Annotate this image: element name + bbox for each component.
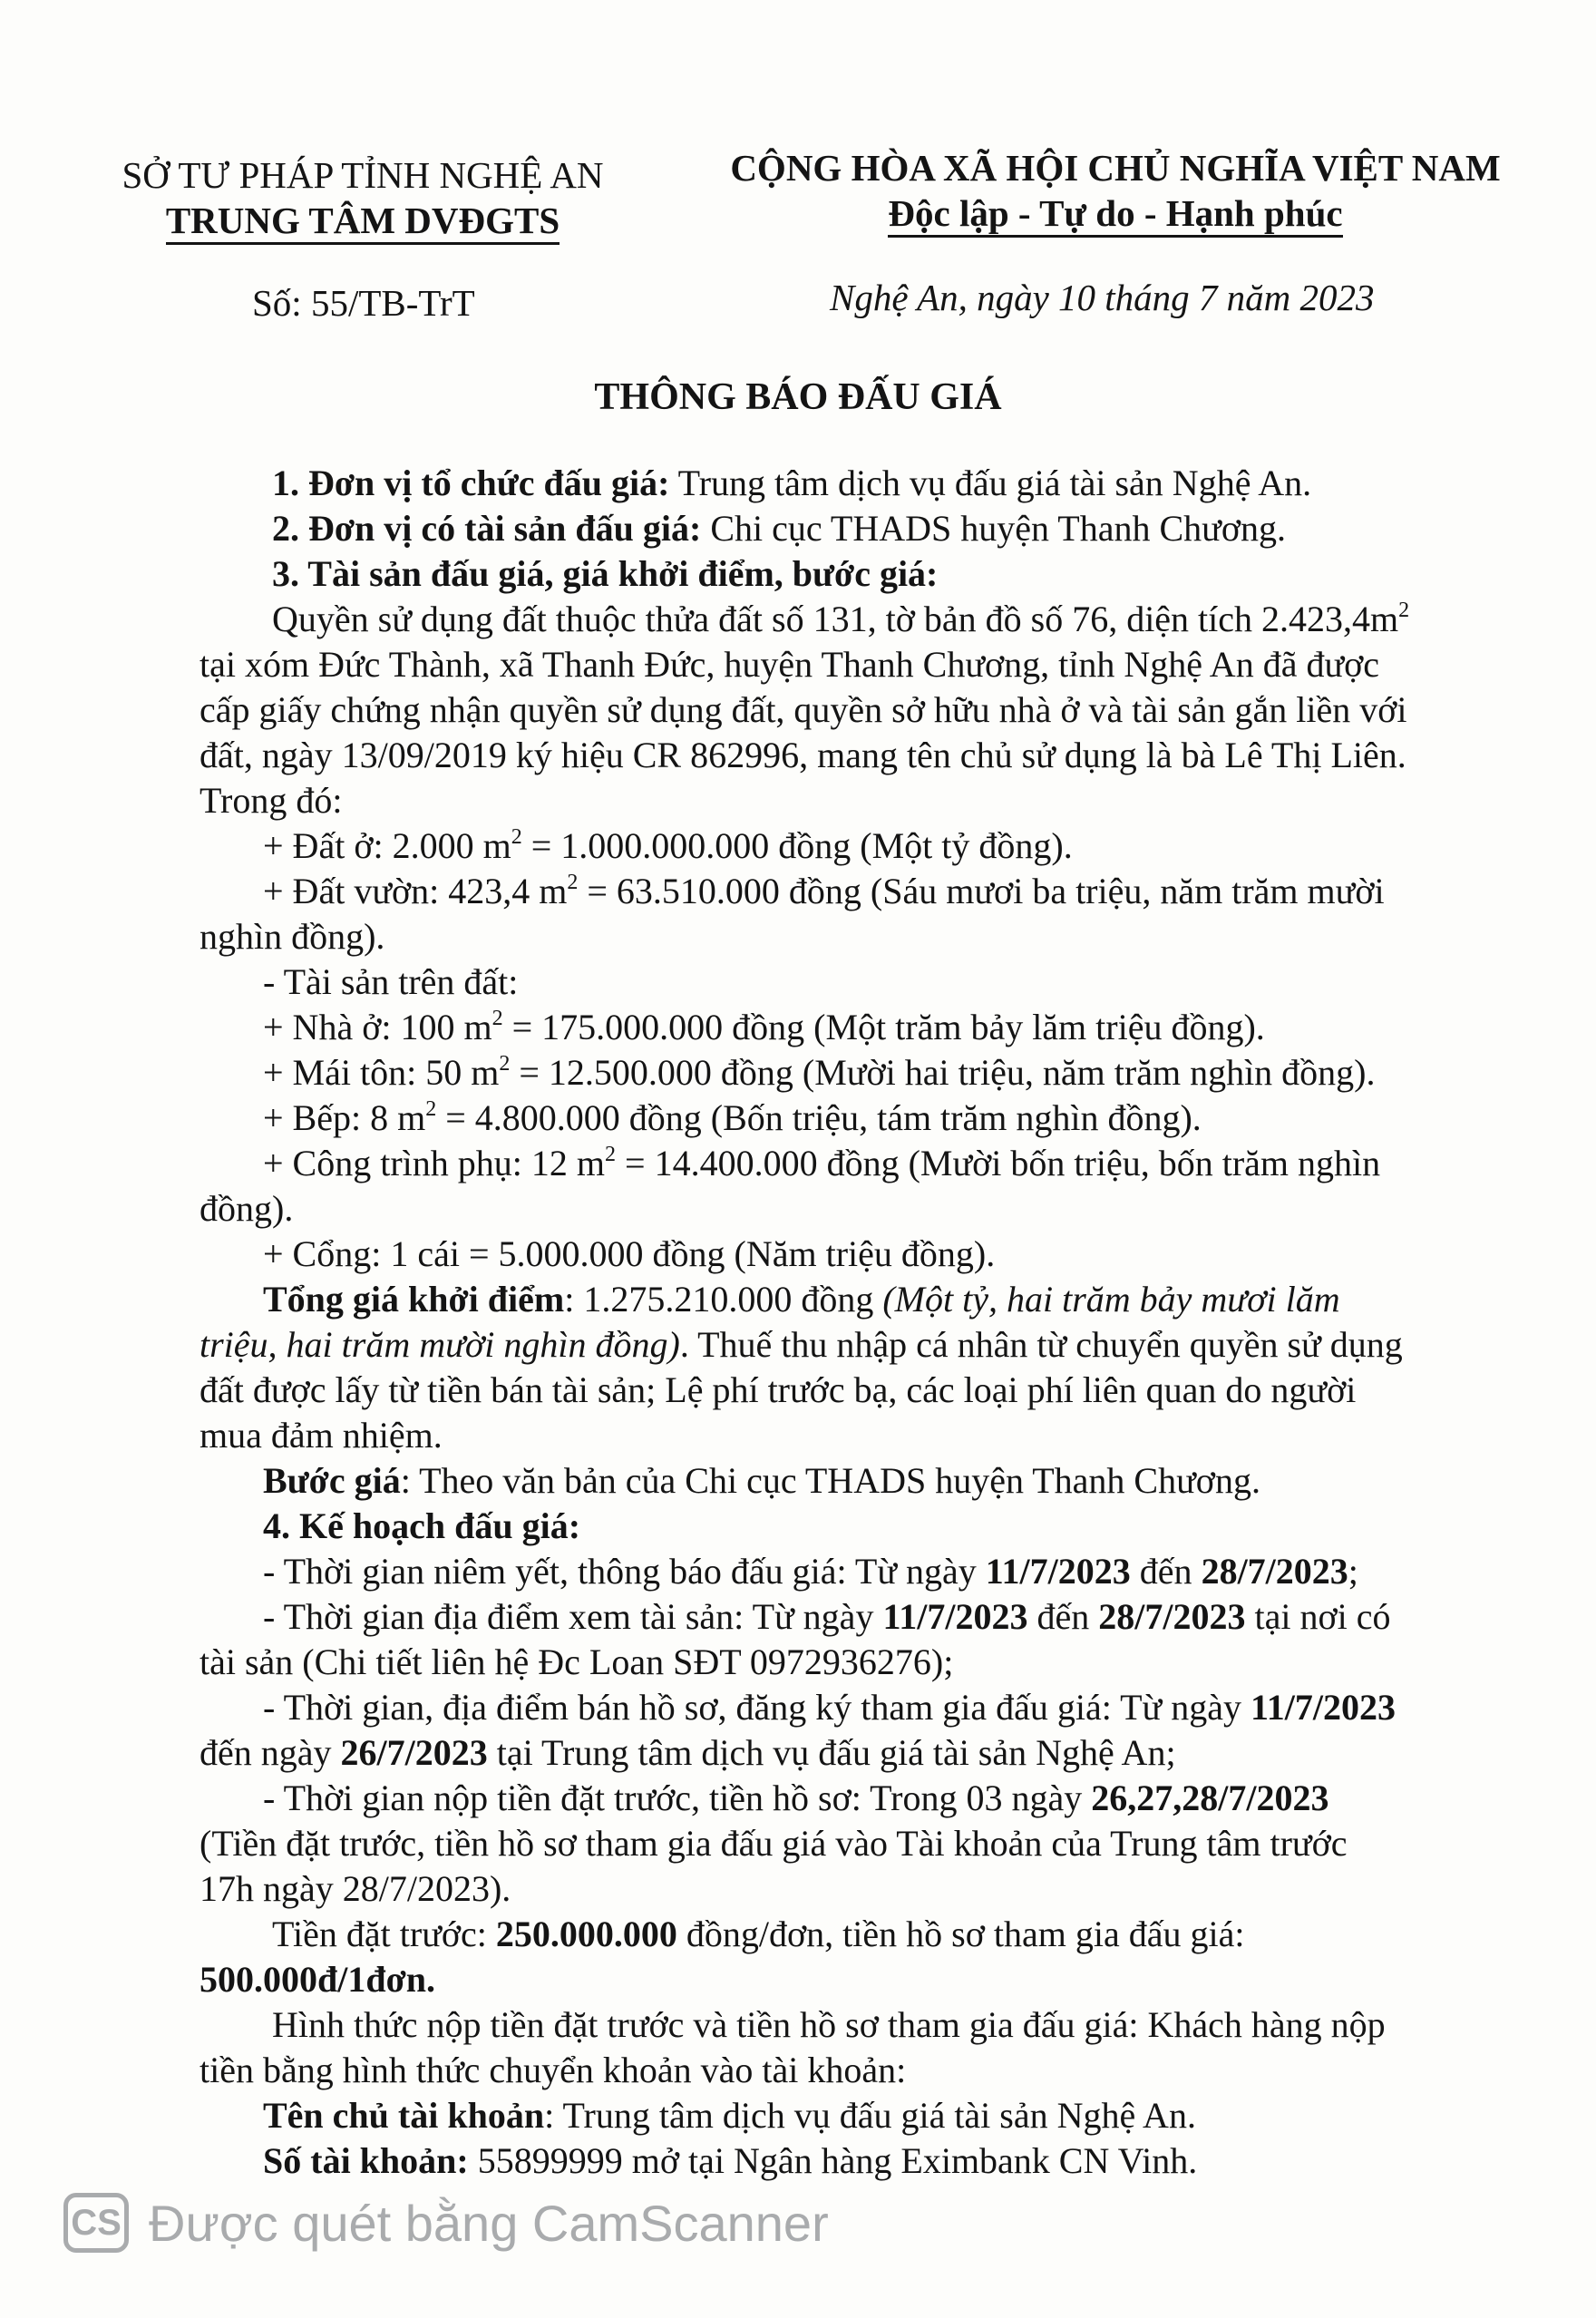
total-starting-price-cont-2: đất được lấy từ tiền bán tài sản; Lệ phí trước bạ, các loại phí liên quan do người: [200, 1369, 1357, 1410]
national-motto-block: [689, 145, 1542, 236]
plan-deposit-cont-2: 17h ngày 28/7/2023).: [200, 1868, 511, 1909]
section-1: 1. Đơn vị tổ chức đấu giá: Trung tâm dịch vụ đấu giá tài sản Nghệ An.: [272, 463, 1312, 503]
section-3-heading: 3. Tài sản đấu giá, giá khởi điểm, bước giá:: [272, 553, 939, 594]
land-desc-line-3: cấp giấy chứng nhận quyền sử dụng đất, quyền sở hữu nhà ở và tài sản gắn liền với: [200, 689, 1407, 730]
bid-increment: Bước giá: Theo văn bản của Chi cục THADS huyện Thanh Chương.: [263, 1460, 1260, 1501]
camscanner-logo-icon: CS: [63, 2193, 129, 2253]
item-gate: + Cổng: 1 cái = 5.000.000 đồng (Năm triệu đồng).: [263, 1233, 996, 1274]
watermark-text: Được quét bằng CamScanner: [149, 2194, 829, 2252]
parent-agency: SỞ TƯ PHÁP TỈNH NGHỆ AN: [122, 154, 604, 196]
item-kitchen: + Bếp: 8 $m^2 = 4.800.000$ đồng (Bốn triệu, tám trăm nghìn đồng).: [263, 1097, 1202, 1138]
document-body: [200, 461, 1460, 2184]
item-residential-land: + Đất ở: 2.000 $m^2 = 1.000.000.000$ đồng (Một tỷ đồng).: [263, 825, 1073, 866]
plan-viewing-period: - Thời gian địa điểm xem tài sản: Từ ngày 11/7/2023 đến 28/7/2023 tại nơi có: [263, 1596, 1391, 1637]
item-garden-land-cont: nghìn đồng).: [200, 916, 385, 957]
place-date: Nghệ An, ngày 10 tháng 7 năm 2023: [830, 277, 1375, 318]
deposit-amount: Tiền đặt trước: 250.000.000 đồng/đơn, tiền hồ sơ tham gia đấu giá:: [272, 1914, 1245, 1954]
item-auxiliary-works: + Công trình phụ: 12 $m^2 = 14.400.000$ đồng (Mười bốn triệu, bốn trăm nghìn: [263, 1143, 1381, 1183]
document-title: THÔNG BÁO ĐẤU GIÁ: [594, 376, 1002, 418]
item-metal-roof: + Mái tôn: 50 $m^2 = 12.500.000$ đồng (Mười hai triệu, năm trăm nghìn đồng).: [263, 1052, 1376, 1093]
plan-registration-cont: đến ngày 26/7/2023 tại Trung tâm dịch vụ đấu giá tài sản Nghệ An;: [200, 1732, 1176, 1773]
camscanner-watermark: [63, 2193, 829, 2253]
document-number: Số: 55/TB-TrT: [252, 282, 475, 324]
plan-registration-period: - Thời gian, địa điểm bán hồ sơ, đăng ký tham gia đấu giá: Từ ngày 11/7/2023: [263, 1687, 1396, 1728]
payment-method-2: tiền bằng hình thức chuyển khoản vào tài khoản:: [200, 2050, 907, 2090]
plan-viewing-contact: tài sản (Chi tiết liên hệ Đc Loan SĐT 0972936276);: [200, 1641, 954, 1682]
country-name: CỘNG HÒA XÃ HỘI CHỦ NGHĨA VIỆT NAM: [730, 147, 1501, 189]
item-garden-land: + Đất vườn: 423,4 $m^2 = 63.510.000$ đồng (Sáu mươi ba triệu, năm trăm mười: [263, 871, 1385, 911]
land-desc-line-1: Quyền sử dụng đất thuộc thửa đất số 131, tờ bản đồ số 76, diện tích $2.423,4m^2$: [272, 599, 1410, 639]
land-desc-line-2: tại xóm Đức Thành, xã Thanh Đức, huyện Thanh Chương, tỉnh Nghệ An đã được: [200, 644, 1380, 685]
land-desc-line-5: Trong đó:: [200, 780, 343, 821]
land-desc-line-4: đất, ngày 13/09/2019 ký hiệu CR 862996, mang tên chủ sử dụng là bà Lê Thị Liên.: [200, 735, 1406, 775]
assets-on-land-heading: - Tài sản trên đất:: [263, 961, 519, 1002]
total-starting-price-cont-3: mua đảm nhiệm.: [200, 1415, 443, 1456]
item-house: + Nhà ở: 100 $m^2 = 175.000.000$ đồng (Một trăm bảy lăm triệu đồng).: [263, 1007, 1265, 1047]
account-holder: Tên chủ tài khoản: Trung tâm dịch vụ đấu giá tài sản Nghệ An.: [263, 2095, 1196, 2136]
total-starting-price: Tổng giá khởi điểm: 1.275.210.000 đồng (Một tỷ, hai trăm bảy mươi lăm: [263, 1279, 1340, 1320]
plan-deposit-cont-1: (Tiền đặt trước, tiền hồ sơ tham gia đấu giá vào Tài khoản của Trung tâm trước: [200, 1823, 1348, 1864]
section-4-heading: 4. Kế hoạch đấu giá:: [263, 1505, 581, 1546]
payment-method-1: Hình thức nộp tiền đặt trước và tiền hồ sơ tham gia đấu giá: Khách hàng nộp: [272, 2004, 1386, 2045]
account-number: Số tài khoản: 55899999 mở tại Ngân hàng Eximbank CN Vinh.: [263, 2140, 1198, 2181]
item-auxiliary-works-cont: đồng).: [200, 1188, 294, 1229]
motto: Độc lập - Tự do - Hạnh phúc: [888, 192, 1342, 238]
plan-posting-period: - Thời gian niêm yết, thông báo đấu giá: Từ ngày 11/7/2023 đến 28/7/2023;: [263, 1551, 1358, 1592]
agency-name: TRUNG TÂM DVĐGTS: [166, 200, 560, 245]
total-starting-price-cont-1: triệu, hai trăm mười nghìn đồng). Thuế thu nhập cá nhân từ chuyển quyền sử dụng: [200, 1324, 1403, 1365]
issuing-agency-block: [82, 152, 644, 243]
plan-deposit-period: - Thời gian nộp tiền đặt trước, tiền hồ sơ: Trong 03 ngày 26,27,28/7/2023: [263, 1777, 1329, 1818]
section-2: 2. Đơn vị có tài sản đấu giá: Chi cục THADS huyện Thanh Chương.: [272, 508, 1286, 549]
application-fee: 500.000đ/1đơn.: [200, 1959, 435, 2000]
